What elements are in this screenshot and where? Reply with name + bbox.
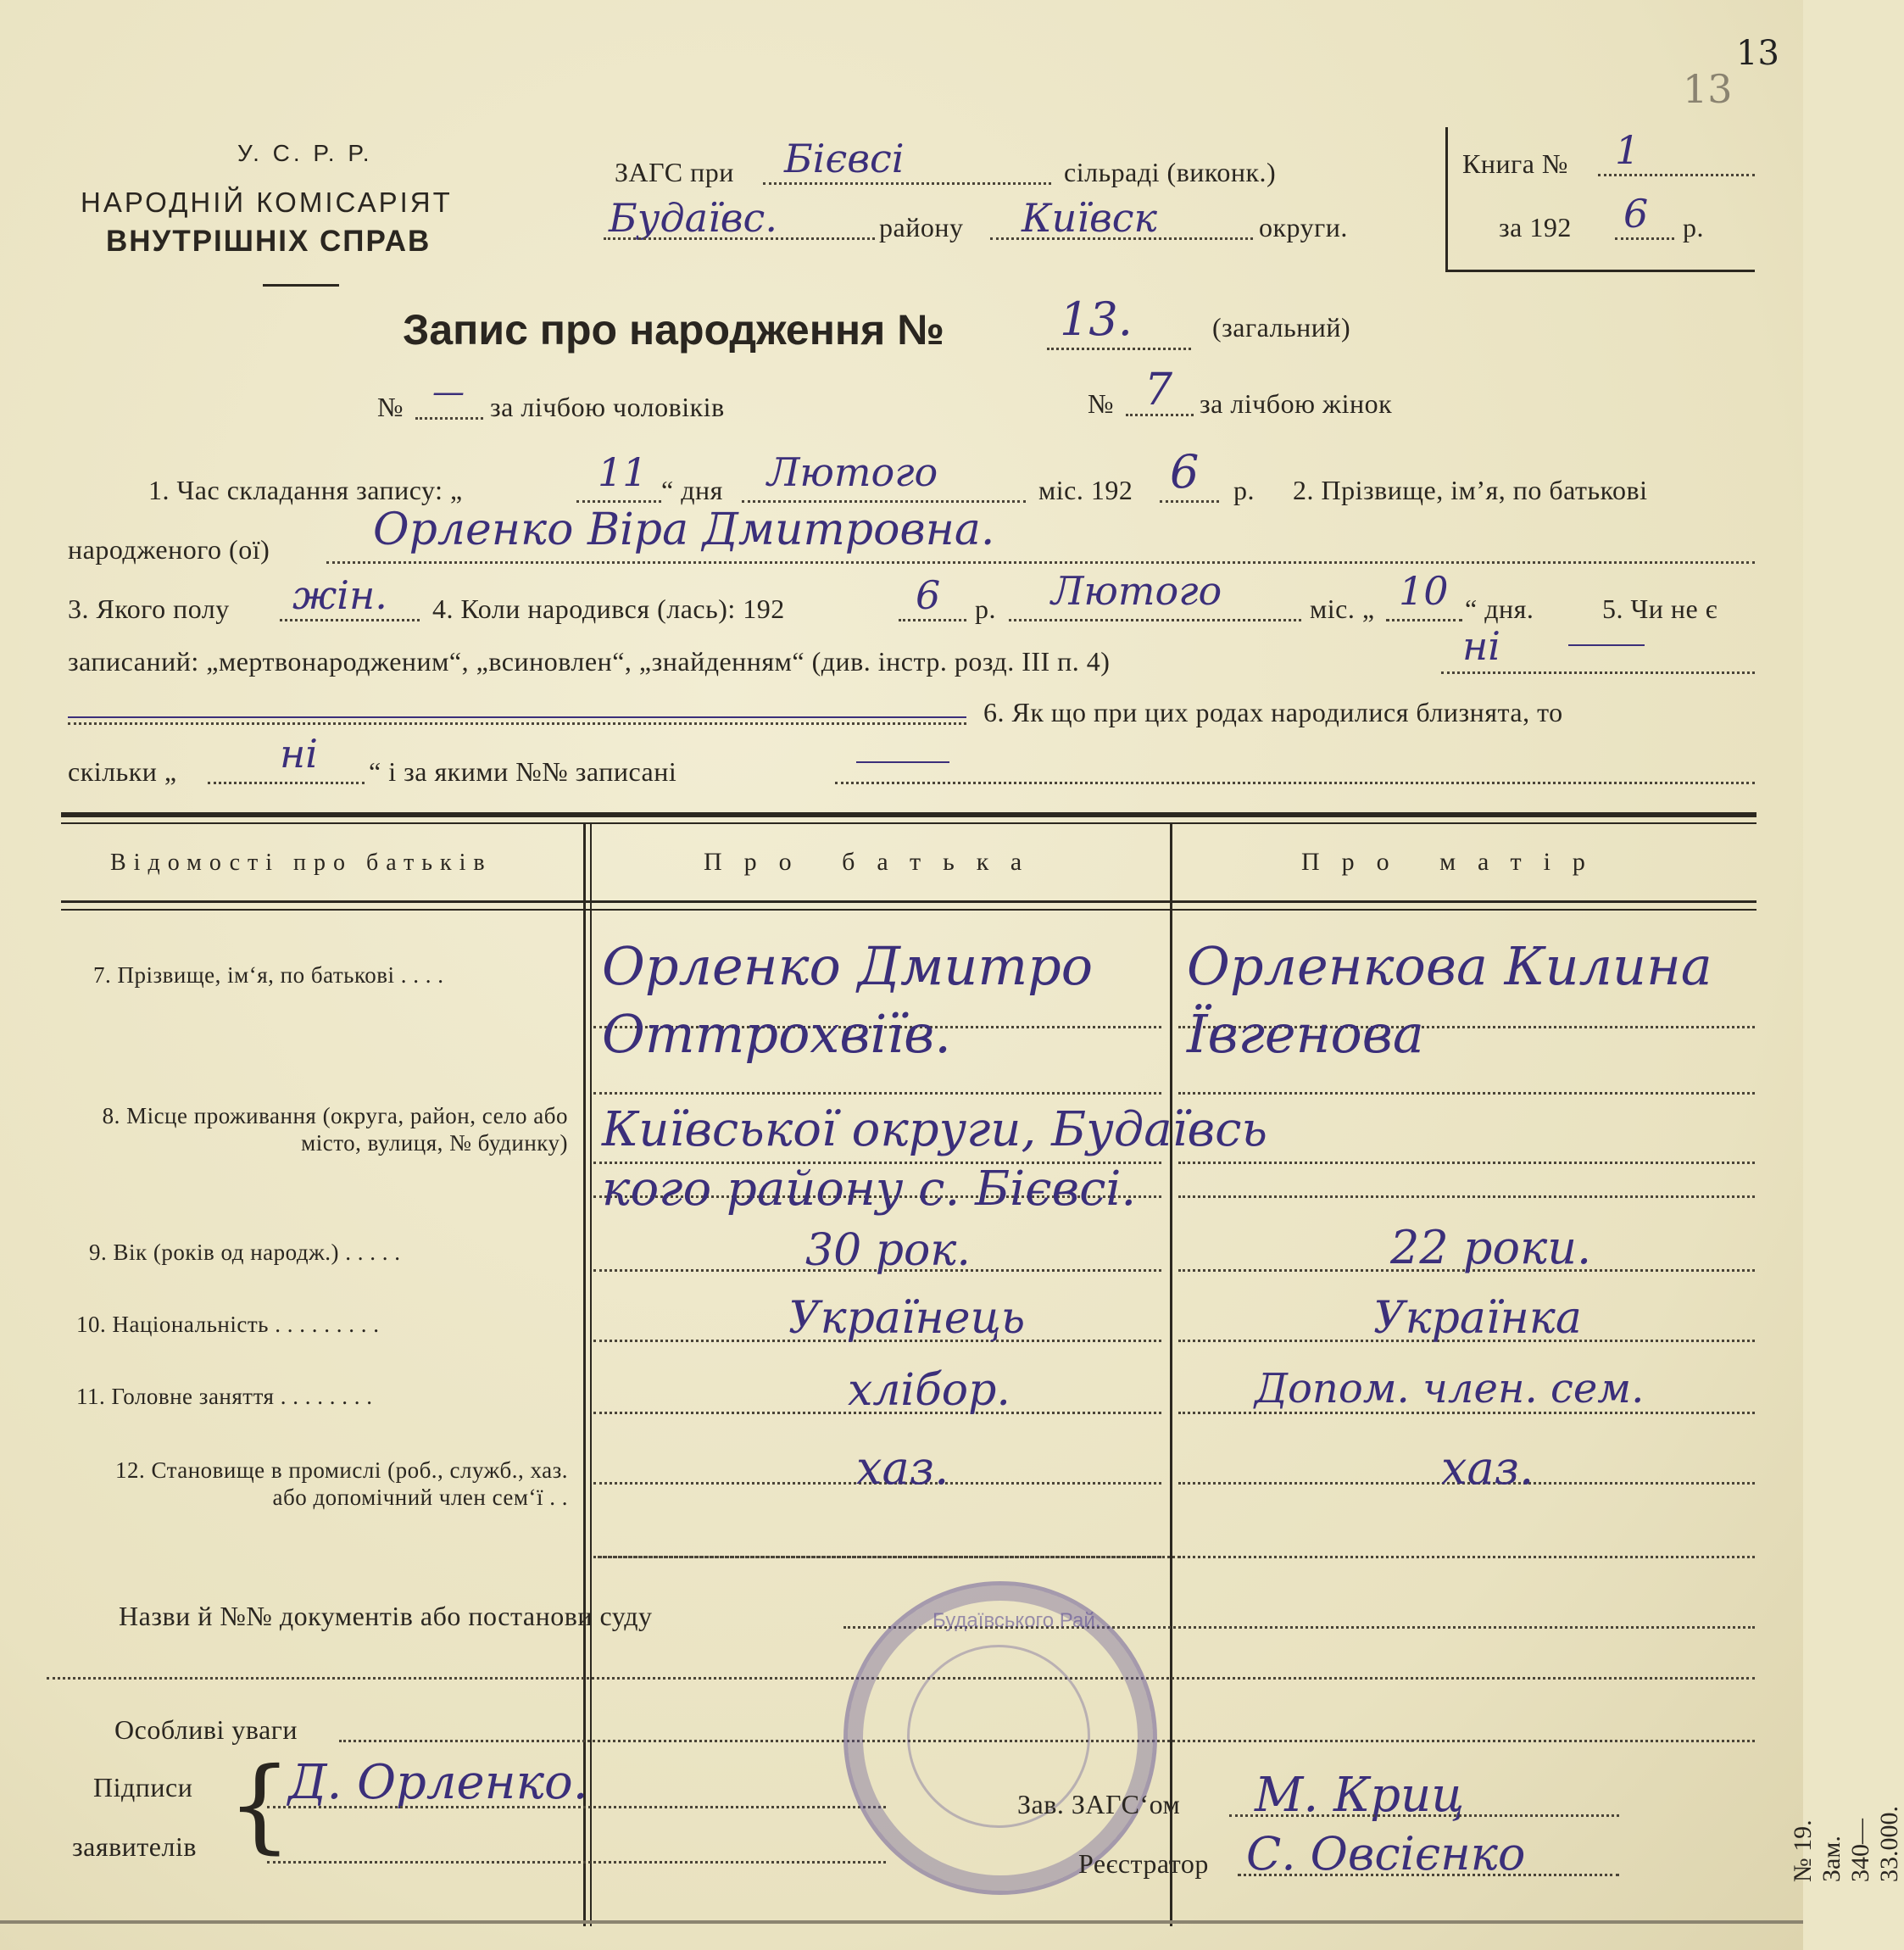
raion-value: Будаївс.	[609, 195, 777, 241]
book-number: 1	[1615, 127, 1640, 173]
zags-prefix: ЗАГС при	[615, 157, 734, 187]
row-label-residence: 8. Місце проживання (округа, район, село або місто, вулиця, № будинку)	[102, 1103, 568, 1156]
applicants-label: заявителів	[72, 1831, 197, 1862]
village-council-suffix: сільраді (виконк.)	[1064, 157, 1277, 187]
row-label-occupation: 11. Головне заняття . . . . . . . .	[76, 1384, 373, 1409]
field4-day-suffix: “ дня.	[1465, 593, 1534, 624]
field1-year: 6	[1170, 445, 1200, 499]
registrar-signature: С. Овсієнко	[1246, 1827, 1526, 1880]
raion-label: району	[879, 212, 964, 242]
women-count-value: 7	[1144, 365, 1173, 415]
mother-status: хаз.	[1441, 1441, 1534, 1495]
mother-nationality: Українка	[1373, 1293, 1582, 1344]
book-year-suffix: р.	[1683, 212, 1704, 242]
mother-occupation: Допом. член. сем.	[1255, 1365, 1645, 1412]
women-count-prefix: №	[1088, 388, 1115, 419]
field4-month: Лютого	[1051, 568, 1222, 614]
father-nationality: Українець	[788, 1293, 1026, 1344]
field4-label: 4. Коли народився (лась): 192	[432, 593, 785, 624]
field4-month-suffix: міс. „	[1310, 593, 1375, 624]
field6-value: ні	[280, 731, 319, 777]
record-number: 13.	[1060, 292, 1133, 346]
field5-label: 5. Чи не є	[1602, 593, 1717, 624]
women-count-label: за лічбою жінок	[1200, 388, 1393, 419]
father-name: Орленко Дмитро Оттрохвіїв.	[602, 935, 1094, 1065]
men-count-label: за лічбою чоловіків	[490, 392, 725, 422]
signature-bracket: {	[227, 1747, 292, 1864]
field6-label-cont: скільки „	[68, 756, 177, 787]
table-header-mother: Про матір	[1301, 848, 1607, 876]
applicant-signature: Д. Орленко.	[288, 1755, 588, 1810]
table-header-info: Відомості про батьків	[110, 850, 493, 876]
docs-label: Назви й №№ документів або постанови суду	[119, 1601, 653, 1631]
field3-value: жін.	[292, 572, 387, 618]
field2-label: 2. Прізвище, ім’я, по батькові	[1293, 475, 1648, 505]
row-label-age: 9. Вік (років од народж.) . . . . .	[89, 1240, 401, 1265]
book-label: Книга №	[1462, 148, 1568, 179]
field4-year: 6	[916, 572, 941, 618]
field2-label-cont: народженого (ої)	[68, 534, 270, 565]
page-number: 13	[1736, 34, 1779, 73]
row-label-status: 12. Становище в промислі (роб., служб., хаз. або допомічний член сем‘ї . .	[114, 1457, 568, 1510]
field4-day: 10	[1399, 568, 1449, 614]
mother-name: Орленкова Килина Ївгенова	[1187, 935, 1712, 1065]
field1-year-suffix: р.	[1233, 475, 1255, 505]
men-count-value: —	[432, 373, 465, 410]
father-occupation: хлібор.	[848, 1365, 1010, 1416]
commissariat-line1: НАРОДНІЙ КОМІСАРІЯТ	[81, 187, 453, 218]
field4-year-suffix: р.	[975, 593, 996, 624]
table-header-father: Про батька	[704, 848, 1044, 876]
field5-label-cont: записаний: „мертвонародженим“, „всиновлен“, „знайденням“ (див. інстр. розд. III п. 4)	[68, 646, 1111, 677]
book-year-digit: 6	[1623, 191, 1649, 237]
head-label: Зав. ЗАГС‘ом	[1017, 1789, 1181, 1819]
field1-day: 11	[598, 449, 648, 495]
field6-label: 6. Як що при цих родах народилися близнята, то	[983, 697, 1563, 727]
row-label-name: 7. Прізвище, ім‘я, по батькові . . . .	[93, 962, 444, 988]
field1-day-suffix: “ дня	[661, 475, 723, 505]
father-status: хаз.	[856, 1441, 949, 1495]
notes-label: Особливі уваги	[114, 1714, 298, 1745]
mother-residence: кого району с. Бієвсі.	[602, 1162, 1137, 1217]
row-label-nationality: 10. Національність . . . . . . . . .	[76, 1312, 380, 1337]
okrug-value: Київск	[1022, 195, 1157, 241]
stamp-text: Будаївського Рай.	[933, 1609, 1101, 1632]
republic-label: У. С. Р. Р.	[237, 140, 373, 166]
men-count-prefix: №	[377, 392, 404, 422]
record-title: Запис про народження №	[403, 306, 944, 354]
okrug-label: округи.	[1259, 212, 1348, 242]
village-council-value: Бієвсі	[784, 136, 905, 181]
mother-age: 22 роки.	[1390, 1221, 1592, 1274]
side-print-code: № 19. Зам. 340—33.000.	[1789, 1806, 1903, 1882]
father-age: 30 рок.	[805, 1225, 971, 1276]
signatures-label: Підписи	[93, 1772, 193, 1802]
field1-label: 1. Час складання запису: „	[148, 475, 463, 505]
page-number-pencil: 13	[1683, 66, 1733, 112]
head-signature: М. Криц	[1255, 1768, 1465, 1823]
field1-month-suffix: міс. 192	[1038, 475, 1133, 505]
record-title-suffix: (загальний)	[1212, 312, 1351, 343]
registrar-label: Реєстратор	[1078, 1848, 1209, 1879]
commissariat-line2: ВНУТРІШНІХ СПРАВ	[106, 225, 431, 258]
field3-label: 3. Якого полу	[68, 593, 230, 624]
field6-suffix: “ і за якими №№ записані	[369, 756, 677, 787]
field2-value: Орленко Віра Дмитровна.	[373, 504, 995, 555]
header-underline	[263, 284, 339, 287]
father-residence: Київської округи, Будаївсь	[602, 1102, 1267, 1157]
field1-month: Лютого	[767, 449, 938, 495]
field5-value: ні	[1462, 623, 1501, 669]
book-year-prefix: за 192	[1499, 212, 1572, 242]
